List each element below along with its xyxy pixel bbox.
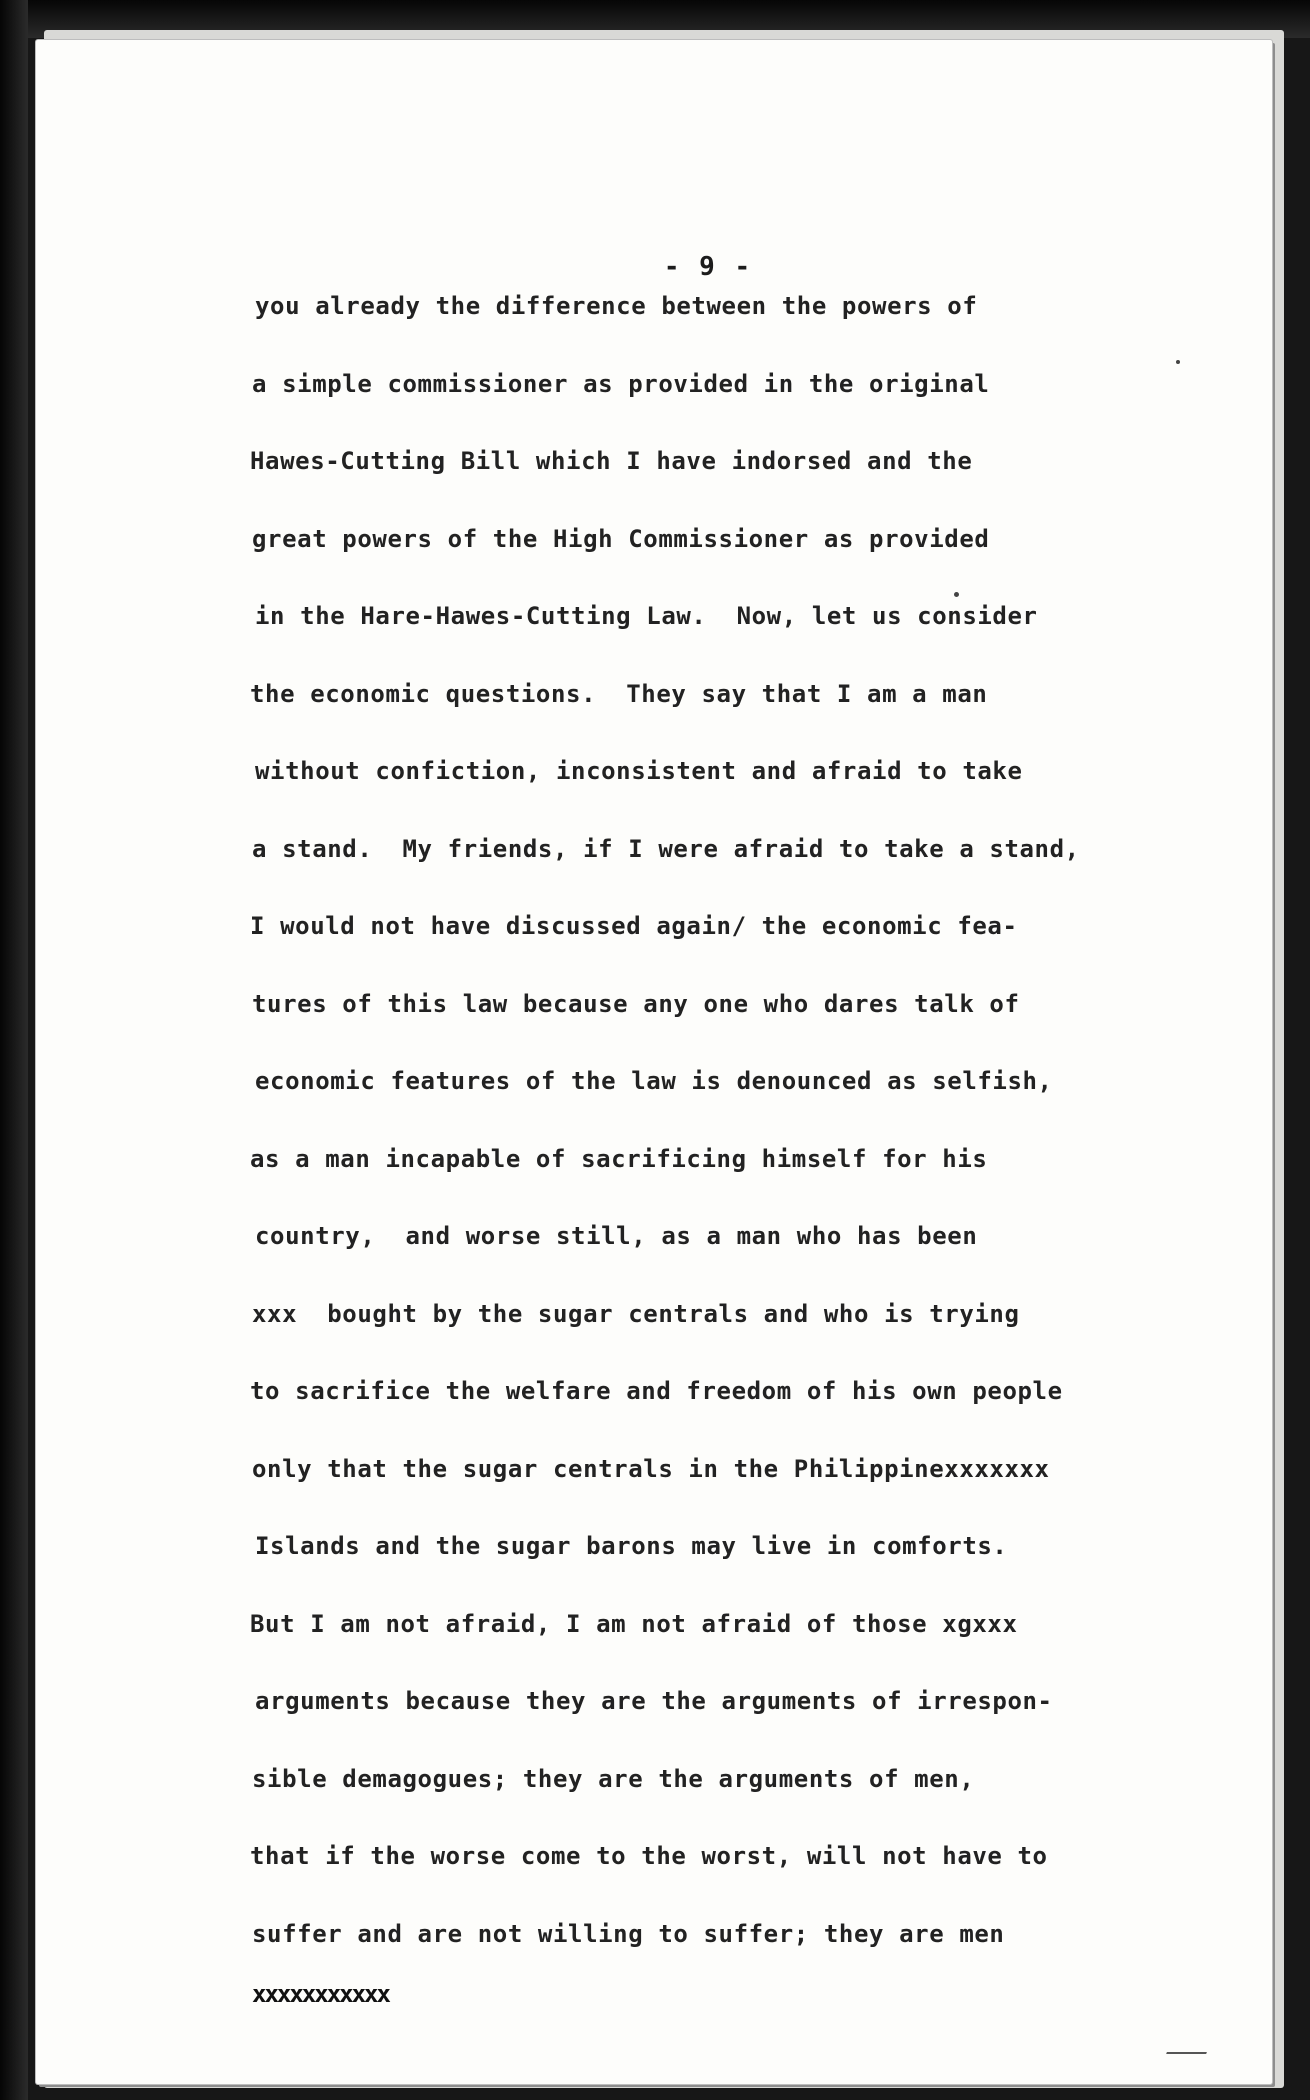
text-line: a stand. My friends, if I were afraid to take a stand,: [252, 834, 1080, 863]
text-line: xxx bought by the sugar centrals and who is trying: [252, 1299, 1020, 1328]
text-line: country, and worse still, as a man who has been: [255, 1222, 978, 1250]
text-line: I would not have discussed again/ the economic fea-: [250, 912, 1018, 940]
text-line: Hawes-Cutting Bill which I have indorsed and the: [250, 447, 973, 475]
text-line: Islands and the sugar barons may live in comforts.: [255, 1532, 1008, 1560]
ink-speck: [1176, 360, 1180, 364]
text-line: that if the worse come to the worst, will not have to: [250, 1842, 1048, 1870]
text-line: as a man incapable of sacrificing himself for his: [250, 1144, 988, 1173]
page-number: - 9 -: [663, 252, 753, 282]
text-line: great powers of the High Commissioner as provided: [252, 524, 990, 553]
text-line: you already the difference between the powers of: [255, 292, 978, 320]
text-line: in the Hare-Hawes-Cutting Law. Now, let us consider: [255, 602, 1038, 630]
corner-pen-mark: [1166, 2022, 1218, 2054]
text-line: arguments because they are the arguments of irrespon-: [255, 1687, 1053, 1715]
typed-body-text: [252, 280, 1152, 1985]
struck-out-text: xxxxxxxxxxx: [252, 1980, 389, 2008]
text-line: But I am not afraid, I am not afraid of those xgxxx: [250, 1609, 1018, 1638]
text-line: the economic questions. They say that I am a man: [250, 679, 988, 708]
text-line: only that the sugar centrals in the Philippinexxxxxxx: [252, 1454, 1050, 1483]
text-line: without confiction, inconsistent and afraid to take: [255, 757, 1023, 785]
text-line: to sacrifice the welfare and freedom of his own people: [250, 1377, 1063, 1405]
text-line: a simple commissioner as provided in the original: [252, 369, 990, 398]
text-line: tures of this law because any one who dares talk of: [252, 989, 1020, 1018]
text-line: sible demagogues; they are the arguments of men,: [252, 1764, 975, 1793]
text-line: economic features of the law is denounced as selfish,: [255, 1067, 1053, 1095]
scan-border-left: [0, 0, 28, 2100]
text-line: suffer and are not willing to suffer; they are men: [252, 1919, 1005, 1948]
